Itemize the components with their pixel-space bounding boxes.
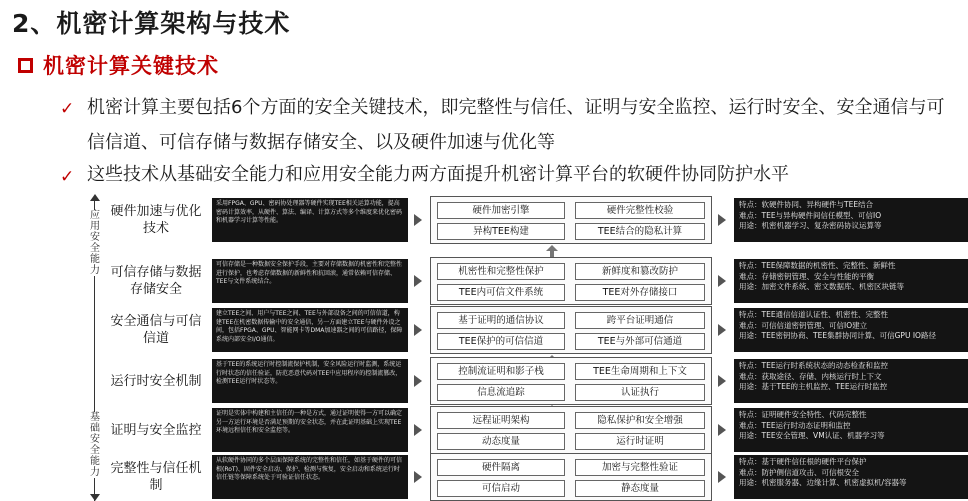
feature-line: 用途：加密文件系统、密文数据库、机密区块链等 xyxy=(739,282,904,291)
tech-cell: TEE保护的可信信道 xyxy=(437,333,565,350)
feature-box xyxy=(734,308,968,352)
feature-line: 特点：TEE通信信道认证性、机密性、完整性 xyxy=(739,310,889,319)
chevron-right-icon xyxy=(718,214,726,226)
feature-box xyxy=(734,259,968,303)
tech-box xyxy=(430,406,712,454)
row-description: 基于TEE的系统运行时控制流保护机制，安全风险运行时监测，系统运行时状态的信任验证，防范恶意代码对TEE中应用程序的控制流篡改，检测TEE运行时状态等。 xyxy=(212,359,408,403)
feature-line: 用途：机密服务器、边缘计算、机密虚拟机/容器等 xyxy=(739,478,907,487)
tech-row-hardware-acceleration xyxy=(108,196,968,244)
tech-box xyxy=(430,257,712,305)
row-label: 可信存储与数据存储安全 xyxy=(110,265,202,297)
chevron-right-icon xyxy=(414,214,422,226)
chevron-right-icon xyxy=(718,324,726,336)
axis-label-application: 应用安全能力 xyxy=(90,210,100,276)
axis-line-middle xyxy=(94,278,95,418)
feature-box xyxy=(734,408,968,452)
tech-row-runtime-security xyxy=(108,357,968,405)
chevron-right-icon xyxy=(718,275,726,287)
bullet-item-1 xyxy=(60,90,960,160)
row-description: 采用FPGA、GPU、密码协处理器等硬件实现TEE相关运算功能，提高密码计算效率，从硬件、算法、编译、计算方式等多个维度来优化密码和机器学习计算等性能。 xyxy=(212,198,408,242)
tech-cell: TEE结合的隐私计算 xyxy=(575,223,705,240)
tech-box xyxy=(430,196,712,244)
tech-row-integrity-trust xyxy=(108,453,968,501)
tech-cell: 硬件隔离 xyxy=(437,459,565,476)
feature-line: 难点：TEE运行时动态证明和监控 xyxy=(739,420,851,430)
up-arrow-icon xyxy=(547,245,557,257)
feature-line: 难点：获取途径、存储、内核运行时上下文 xyxy=(739,371,882,381)
tech-cell: 运行时证明 xyxy=(575,433,705,450)
bullet-item-2 xyxy=(60,161,960,189)
row-description: 可信存储是一种数据安全保护手段，主要对存储数据的机密性和完整性进行保护，也考虑存储数据的新鲜性和抗回滚，通常依赖可信存储、TEE与文件系统结合。 xyxy=(212,259,408,303)
tech-cell: TEE生命周期和上下文 xyxy=(575,363,705,380)
feature-line: 用途：机密机器学习、复杂密码协议运算等 xyxy=(739,221,882,230)
arrow-down-icon xyxy=(90,494,100,501)
tech-cell: 新鲜度和篡改防护 xyxy=(575,263,705,280)
tech-row-secure-communication xyxy=(108,306,968,354)
feature-box xyxy=(734,455,968,499)
tech-cell: 动态度量 xyxy=(437,433,565,450)
tech-cell: 隐私保护和安全增强 xyxy=(575,412,705,429)
feature-line: 特点：TEE运行时系统状态的动态检查和监控 xyxy=(739,361,889,370)
row-label: 证明与安全监控 xyxy=(110,422,202,438)
tech-cell: 可信启动 xyxy=(437,480,565,497)
feature-line: 用途：TEE安全管理、VM认证、机器学习等 xyxy=(739,431,885,440)
axis-label-foundation: 基础安全能力 xyxy=(90,412,100,478)
tech-cell: TEE内可信文件系统 xyxy=(437,284,565,301)
chevron-right-icon xyxy=(414,275,422,287)
tech-cell: 基于证明的通信协议 xyxy=(437,312,565,329)
page-title: 2、机密计算架构与技术 xyxy=(12,9,291,38)
tech-box xyxy=(430,306,712,354)
tech-box xyxy=(430,453,712,501)
tech-cell: 跨平台证明通信 xyxy=(575,312,705,329)
row-description: 证明是实体中构建和主信任的一种是方式，通过证明使得一方可以确定另一方运行环境是否满足预期的安全状态，并在此证明基础上实现TEE环境远程信任和安全监控等。 xyxy=(212,408,408,452)
feature-line: 难点：TEE与异构硬件间信任模型、可信IO xyxy=(739,210,882,220)
check-icon: ✓ xyxy=(60,99,75,119)
feature-box xyxy=(734,198,968,242)
tech-row-attestation xyxy=(108,406,968,454)
check-icon: ✓ xyxy=(60,167,75,187)
chevron-right-icon xyxy=(718,471,726,483)
tech-cell: 硬件完整性校验 xyxy=(575,202,705,219)
tech-cell: 远程证明架构 xyxy=(437,412,565,429)
tech-cell: TEE对外存储接口 xyxy=(575,284,705,301)
chevron-right-icon xyxy=(718,375,726,387)
tech-cell: 控制流证明和影子栈 xyxy=(437,363,565,380)
tech-cell: 静态度量 xyxy=(575,480,705,497)
row-description: 建立TEE之间、用户与TEE之间、TEE与外部设备之间的可信信道，构建TEE在机密数据传输中的安全通信，另一方面建立TEE与硬件外设之间，包括FPGA、GPU、智能网卡等DMA加速器之间的可信路径，保障系统内部安全I/O通信。 xyxy=(212,308,408,352)
tech-cell: 异构TEE构建 xyxy=(437,223,565,240)
feature-line: 特点：TEE保障数据的机密性、完整性、新鲜性 xyxy=(739,261,896,270)
feature-line: 难点：存储密钥管理、安全与性能的平衡 xyxy=(739,271,874,281)
square-bullet-icon xyxy=(18,58,33,73)
chevron-right-icon xyxy=(414,424,422,436)
row-description: 从软硬件协同的多个层面保障系统的完整性和信任，如基于硬件的可信根(RoT)、固件安全启动、保护、检测与恢复，安全启动和系统运行时信任链等保障系统处于可验证信任状态。 xyxy=(212,455,408,499)
row-label: 安全通信与可信信道 xyxy=(110,314,202,346)
bullet-text: 机密计算主要包括6个方面的安全关键技术，即完整性与信任、证明与安全监控、运行时安全、安全通信与可信信道、可信存储与数据存储安全、以及硬件加速与优化等 xyxy=(87,97,945,153)
tech-cell: 硬件加密引擎 xyxy=(437,202,565,219)
feature-line: 难点：防护侧信道攻击、可信根安全 xyxy=(739,467,859,477)
chevron-right-icon xyxy=(718,424,726,436)
tech-cell: 加密与完整性验证 xyxy=(575,459,705,476)
arrow-up-icon xyxy=(90,194,100,201)
section-subtitle: 机密计算关键技术 xyxy=(43,54,219,78)
feature-line: 用途：基于TEE的主机监控、TEE运行时监控 xyxy=(739,382,888,391)
bullet-text: 这些技术从基础安全能力和应用安全能力两方面提升机密计算平台的软硬件协同防护水平 xyxy=(87,164,789,185)
row-label: 完整性与信任机制 xyxy=(110,461,202,493)
row-label: 运行时安全机制 xyxy=(110,373,202,389)
feature-box xyxy=(734,359,968,403)
feature-line: 特点：基于硬件信任根的硬件平台保护 xyxy=(739,457,867,466)
chevron-right-icon xyxy=(414,324,422,336)
tech-row-trusted-storage xyxy=(108,257,968,305)
tech-cell: 机密性和完整性保护 xyxy=(437,263,565,280)
tech-cell: TEE与外部可信通道 xyxy=(575,333,705,350)
chevron-right-icon xyxy=(414,471,422,483)
tech-cell: 认证执行 xyxy=(575,384,705,401)
tech-box xyxy=(430,357,712,405)
chevron-right-icon xyxy=(414,375,422,387)
feature-line: 用途：TEE密钥协商、TEE集群协同计算、可信GPU IO路径 xyxy=(739,331,936,340)
section-heading xyxy=(18,50,219,80)
tech-cell: 信息流追踪 xyxy=(437,384,565,401)
key-technology-diagram xyxy=(88,194,968,501)
feature-line: 难点：可信信道密钥管理、可信IO建立 xyxy=(739,320,868,330)
feature-line: 特点：软硬件协同、异构硬件与TEE结合 xyxy=(739,200,874,209)
feature-line: 特点：证明硬件安全特性、代码完整性 xyxy=(739,410,867,419)
row-label: 硬件加速与优化技术 xyxy=(110,204,202,236)
